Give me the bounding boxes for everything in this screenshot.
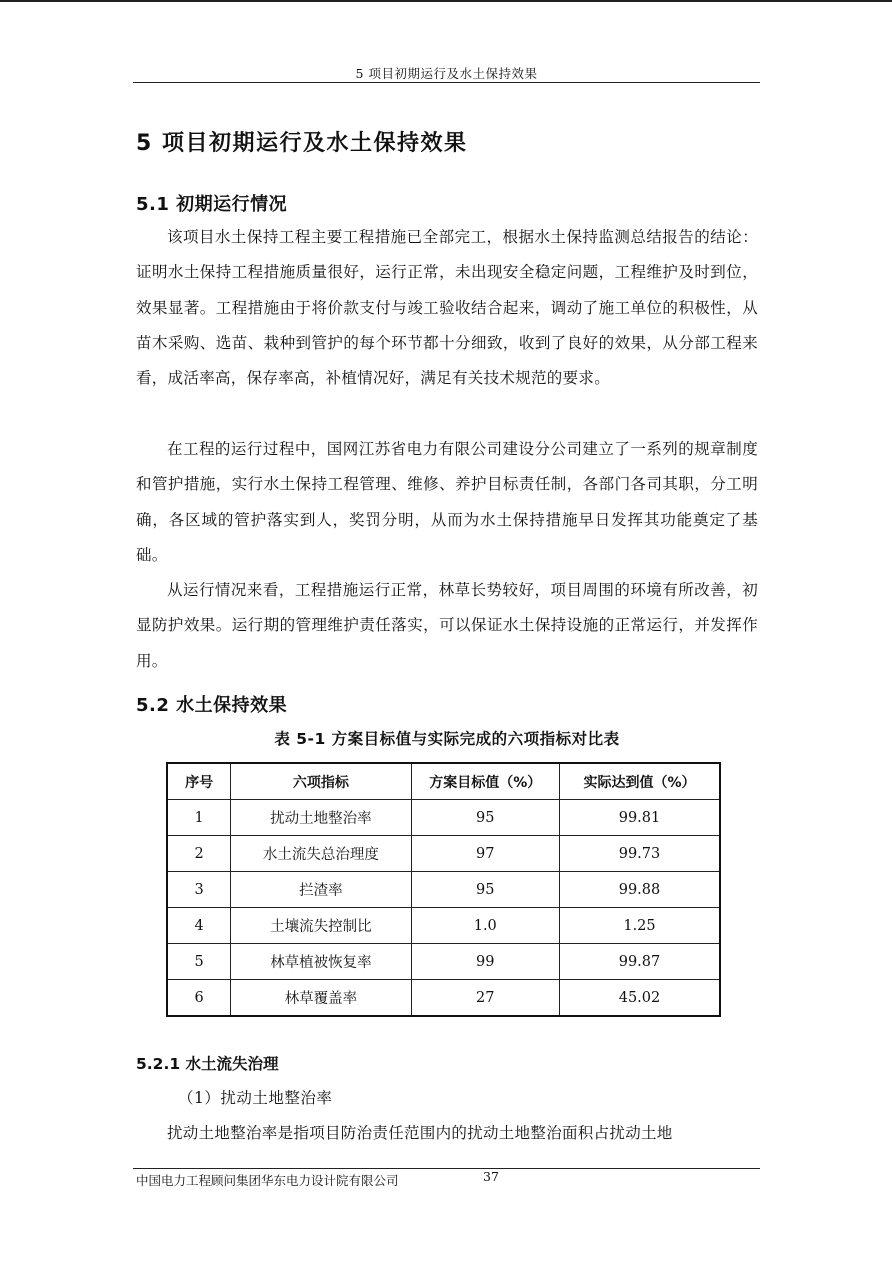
subitem-disturbed-land-rate: （1）扰动土地整治率 (178, 1089, 333, 1107)
cell-indicator: 林草覆盖率 (231, 980, 411, 1017)
paragraph-initial-operation-3: 从运行情况来看，工程措施运行正常，林草长势较好，项目周围的环境有所改善，初显防护效果。运行期的管理维护责任落实，可以保证水土保持设施的正常运行，并发挥作用。 (136, 581, 758, 670)
table-row (167, 836, 720, 872)
cell-indicator: 土壤流失控制比 (231, 908, 411, 944)
indicator-comparison-table (166, 762, 721, 1017)
cell-indicator: 林草植被恢复率 (231, 944, 411, 980)
cell-index: 5 (167, 944, 231, 980)
table-row (167, 944, 720, 980)
column-header-indicator: 六项指标 (231, 763, 411, 800)
cell-actual: 99.81 (560, 800, 721, 836)
cell-actual: 45.02 (560, 980, 721, 1017)
table-row (167, 908, 720, 944)
section-5-1-title: 5.1 初期运行情况 (136, 194, 288, 215)
section-5-2-1-title: 5.2.1 水土流失治理 (136, 1055, 279, 1073)
cell-target: 97 (411, 836, 560, 872)
cell-indicator: 水土流失总治理度 (231, 836, 411, 872)
cell-target: 99 (411, 944, 560, 980)
paragraph-initial-operation-1: 该项目水土保持工程主要工程措施已全部完工，根据水土保持监测总结报告的结论：证明水土保持工程措施质量很好，运行正常，未出现安全稳定问题，工程维护及时到位，效果显著。工程措施由于将价款支付与竣工验收结合起来，调动了施工单位的积极性，从苗木采购、选苗、栽种到管护的每个环节都十分细致，收到了良好的效果，从分部工程来看，成活率高，保存率高，补植情况好，满足有关技术规范的要求。 (136, 228, 758, 388)
cell-index: 3 (167, 872, 231, 908)
table-row (167, 980, 720, 1017)
chapter-title: 5 项目初期运行及水土保持效果 (136, 131, 468, 156)
paragraph-initial-operation-2: 在工程的运行过程中，国网江苏省电力有限公司建设分公司建立了一系列的规章制度和管护措施，实行水土保持工程管理、维修、养护目标责任制，各部门各司其职，分工明确，各区域的管护落实到人，奖罚分明，从而为水土保持措施早日发挥其功能奠定了基础。 (136, 440, 758, 564)
cell-actual: 99.88 (560, 872, 721, 908)
column-header-actual: 实际达到值（%） (560, 763, 721, 800)
cell-target: 27 (411, 980, 560, 1017)
cell-index: 2 (167, 836, 231, 872)
cell-indicator: 扰动土地整治率 (231, 800, 411, 836)
table-row (167, 800, 720, 836)
cell-index: 6 (167, 980, 231, 1017)
column-header-target: 方案目标值（%） (411, 763, 560, 800)
top-border-line (0, 0, 892, 2)
table-header-row (167, 763, 720, 800)
cell-target: 1.0 (411, 908, 560, 944)
table-caption: 表 5-1 方案目标值与实际完成的六项指标对比表 (274, 730, 620, 748)
page-number: 37 (483, 1169, 499, 1184)
cell-actual: 99.73 (560, 836, 721, 872)
cell-index: 4 (167, 908, 231, 944)
footer-organization: 中国电力工程顾问集团华东电力设计院有限公司 (136, 1173, 399, 1188)
footer-rule (133, 1168, 760, 1169)
cell-target: 95 (411, 800, 560, 836)
table-row (167, 872, 720, 908)
running-header: 5 项目初期运行及水土保持效果 (355, 66, 538, 81)
cell-index: 1 (167, 800, 231, 836)
section-5-2-title: 5.2 水土保持效果 (136, 695, 288, 716)
cell-actual: 99.87 (560, 944, 721, 980)
cell-indicator: 拦渣率 (231, 872, 411, 908)
paragraph-disturbed-land-definition: 扰动土地整治率是指项目防治责任范围内的扰动土地整治面积占扰动土地 (167, 1124, 673, 1142)
cell-target: 95 (411, 872, 560, 908)
header-rule (133, 82, 760, 83)
column-header-index: 序号 (167, 763, 231, 800)
cell-actual: 1.25 (560, 908, 721, 944)
